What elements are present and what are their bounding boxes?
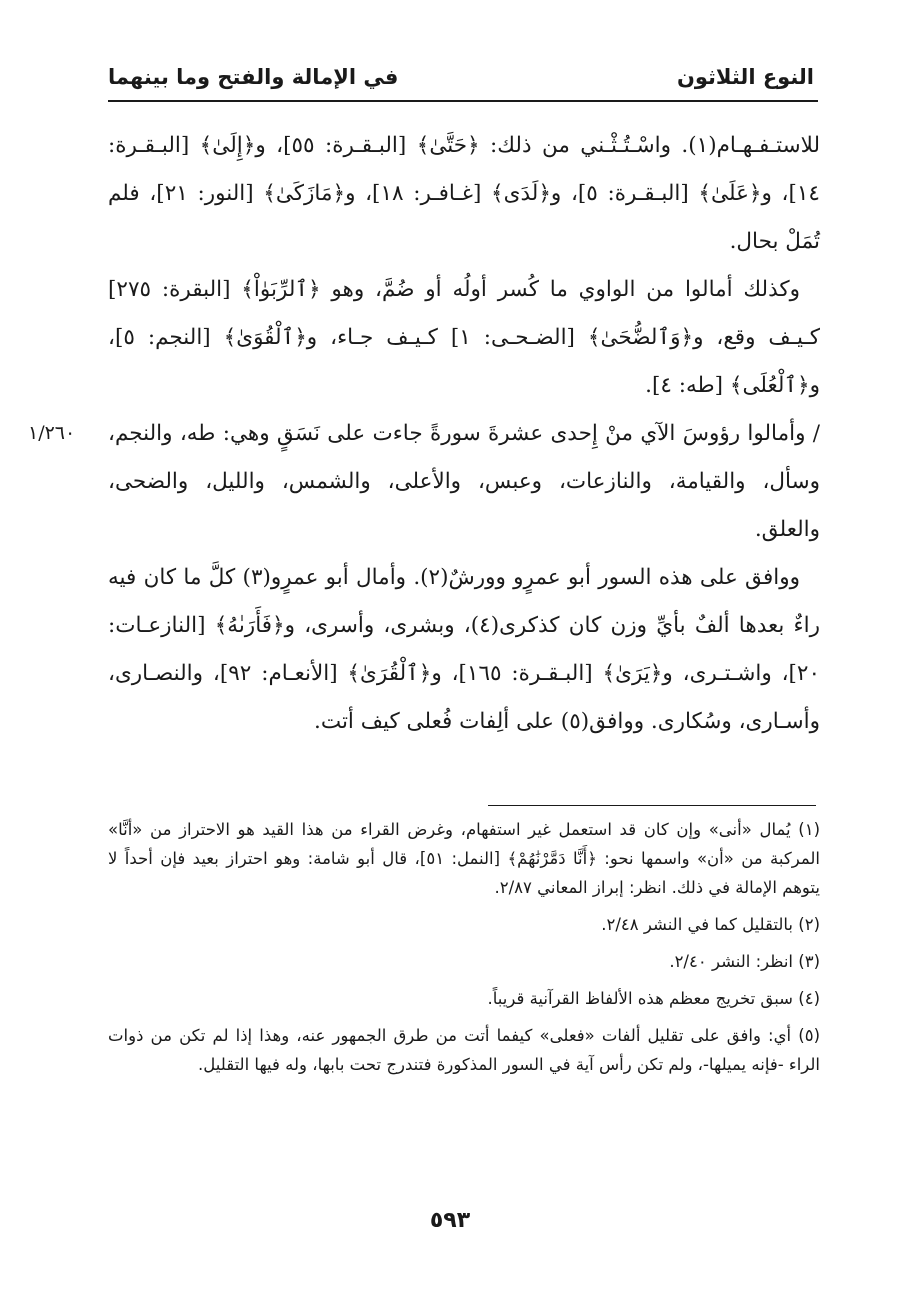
footnote-3: (٣) انظر: النشر ٢/٤٠. bbox=[669, 952, 820, 971]
running-header bbox=[108, 58, 814, 96]
paragraph-1: للاستـفـهـام(١). واسْـتُـثْـني من ذلك: ﴿حَتَّىٰ﴾ [البـقـرة: ٥٥]، و﴿إِلَىٰ﴾ [البـقـرة: ١٤]، و﴿عَلَىٰ﴾ [البـقـرة: ٥]، و﴿لَدَى﴾ [غـافـر: ١٨]، و﴿مَازَكَىٰ﴾ [النور: ٢١]، فلم تُمَلْ بحال. bbox=[108, 133, 821, 254]
section-title: في الإمالة والفتح وما بينهما bbox=[108, 65, 399, 89]
paragraph-2: وكذلك أمالوا من الواوي ما كُسر أولُه أو ضُمَّ، وهو ﴿ٱلرِّبَوٰاْ﴾ [البقرة: ٢٧٥] كـيـف وقع، و﴿وَٱلضُّحَىٰ﴾ [الضـحـى: ١] كـيـف جـاء، و﴿ٱلْقُوَىٰ﴾ [النجم: ٥]، و﴿ٱلْعُلَى﴾ [طه: ٤]. bbox=[108, 277, 820, 398]
footnotes bbox=[108, 815, 820, 1087]
header-divider bbox=[108, 100, 818, 102]
margin-reference: ١/٢٦٠ bbox=[28, 422, 76, 444]
page-number: ٥٩٣ bbox=[429, 1208, 471, 1233]
footnote-2: (٢) بالتقليل كما في النشر ٢/٤٨. bbox=[601, 915, 820, 934]
footnote-4: (٤) سبق تخريج معظم هذه الألفاظ القرآنية قريباً. bbox=[487, 989, 820, 1008]
paragraph-3: / وأمالوا رؤوسَ الآي منْ إِحدى عشرةَ سورةً جاءت على نَسَقٍ وهي: طه، والنجم، وسأل، والقيامة، والنازعات، وعبس، والأعلى، والشمس، والليل، والضحى، والعلق. bbox=[108, 421, 820, 542]
footnote-divider bbox=[488, 805, 816, 806]
paragraph-4: ووافق على هذه السور أبو عمرٍو وورشٌ(٢). وأمال أبو عمرٍو(٣) كلَّ ما كان فيه راءٌ بعدها ألفٌ بأيِّ وزن كان كذكرى(٤)، وبشرى، وأسرى، و﴿فَأَرَىٰهُ﴾ [النازعـات: ٢٠]، واشـتـرى، و﴿يَرَىٰ﴾ [البـقـرة: ١٦٥]، و﴿ٱلْقُرَىٰ﴾ [الأنعـام: ٩٢]، والنصـارى، وأسـارى، وسُكارى. ووافق(٥) على ألِفات فُعلى كيف أتت. bbox=[108, 565, 821, 734]
chapter-title: النوع الثلاثون bbox=[676, 65, 814, 89]
footnote-5: (٥) أي: وافق على تقليل ألفات «فعلى» كيفما أتت من طرق الجمهور عنه، وهذا إذا لم تكن من ذوات الراء -فإنه يميلها-، ولم تكن رأس آية في السور المذكورة فتندرج تحت بابها، وله فيها التقليل. bbox=[108, 1026, 820, 1074]
footnote-1: (١) يُمال «أنى» وإن كان قد استعمل غير استفهام، وغرض القراء من هذا القيد هو الاحتراز من «أنَّا» المركبة من «أن» واسمها نحو: ﴿أَنَّا دَمَّرْنَٰهُمْ﴾ [النمل: ٥١]، قال أبو شامة: وهو احتراز بعيد فإن أحداً لا يتوهم الإمالة في ذلك. انظر: إبراز المعاني ٢/٨٧. bbox=[108, 820, 820, 897]
main-text bbox=[108, 122, 820, 746]
